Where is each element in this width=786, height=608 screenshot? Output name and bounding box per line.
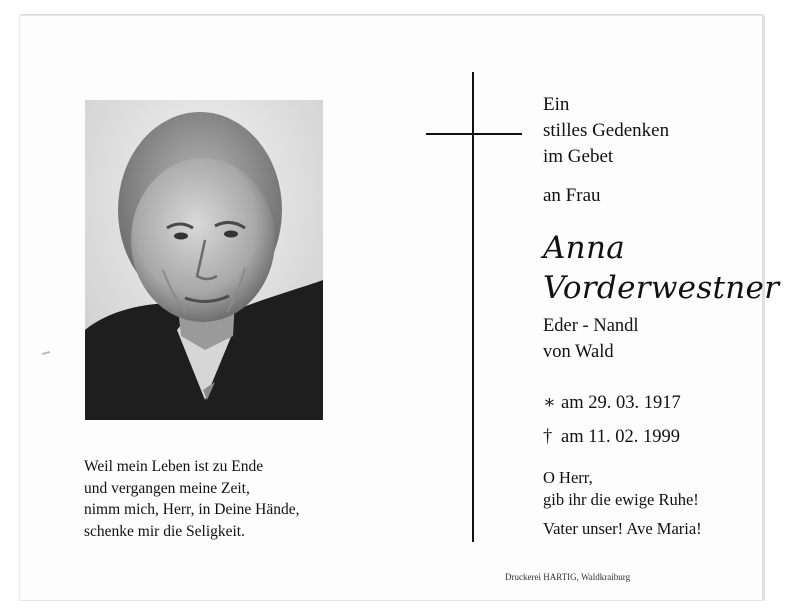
scan-edge-right xyxy=(762,16,765,600)
poem-line: schenke mir die Seligkeit. xyxy=(84,522,245,540)
first-name: Anna xyxy=(543,230,625,266)
birth-date-text: am 29. 03. 1917 xyxy=(561,393,681,413)
portrait-photo xyxy=(85,100,323,420)
intro-text xyxy=(543,92,669,170)
intro-line: stilles Gedenken xyxy=(543,120,670,141)
birth-date xyxy=(543,386,681,420)
birth-star-icon: ∗ xyxy=(543,393,556,413)
house-name xyxy=(543,313,639,365)
prayer-line: gib ihr die ewige Ruhe! xyxy=(543,490,699,509)
printer-credit: Druckerei HARTIG, Waldkraiburg xyxy=(505,572,631,582)
alias-line: von Wald xyxy=(543,342,614,362)
death-date xyxy=(543,420,681,454)
poem xyxy=(84,456,299,542)
portrait-icon xyxy=(85,100,323,420)
vater-unser: Vater unser! Ave Maria! xyxy=(543,519,702,538)
poem-line: und vergangen meine Zeit, xyxy=(84,479,250,497)
death-date-text: am 11. 02. 1999 xyxy=(561,427,681,447)
poem-line: Weil mein Leben ist zu Ende xyxy=(84,458,264,475)
intro-line: im Gebet xyxy=(543,146,614,167)
intro-line: Ein xyxy=(543,94,570,115)
alias-line: Eder - Nandl xyxy=(543,316,639,336)
prayer xyxy=(543,467,699,511)
prayer-line: O Herr, xyxy=(543,468,593,487)
cross-icon-horizontal xyxy=(426,133,522,135)
death-dagger-icon: † xyxy=(543,427,553,447)
cross-icon-vertical xyxy=(472,72,474,542)
poem-line: nimm mich, Herr, in Deine Hände, xyxy=(84,501,300,518)
deceased-name xyxy=(543,228,779,308)
last-name: Vorderwestner xyxy=(543,270,780,306)
life-dates xyxy=(543,386,681,454)
an-frau-label: an Frau xyxy=(543,185,601,206)
